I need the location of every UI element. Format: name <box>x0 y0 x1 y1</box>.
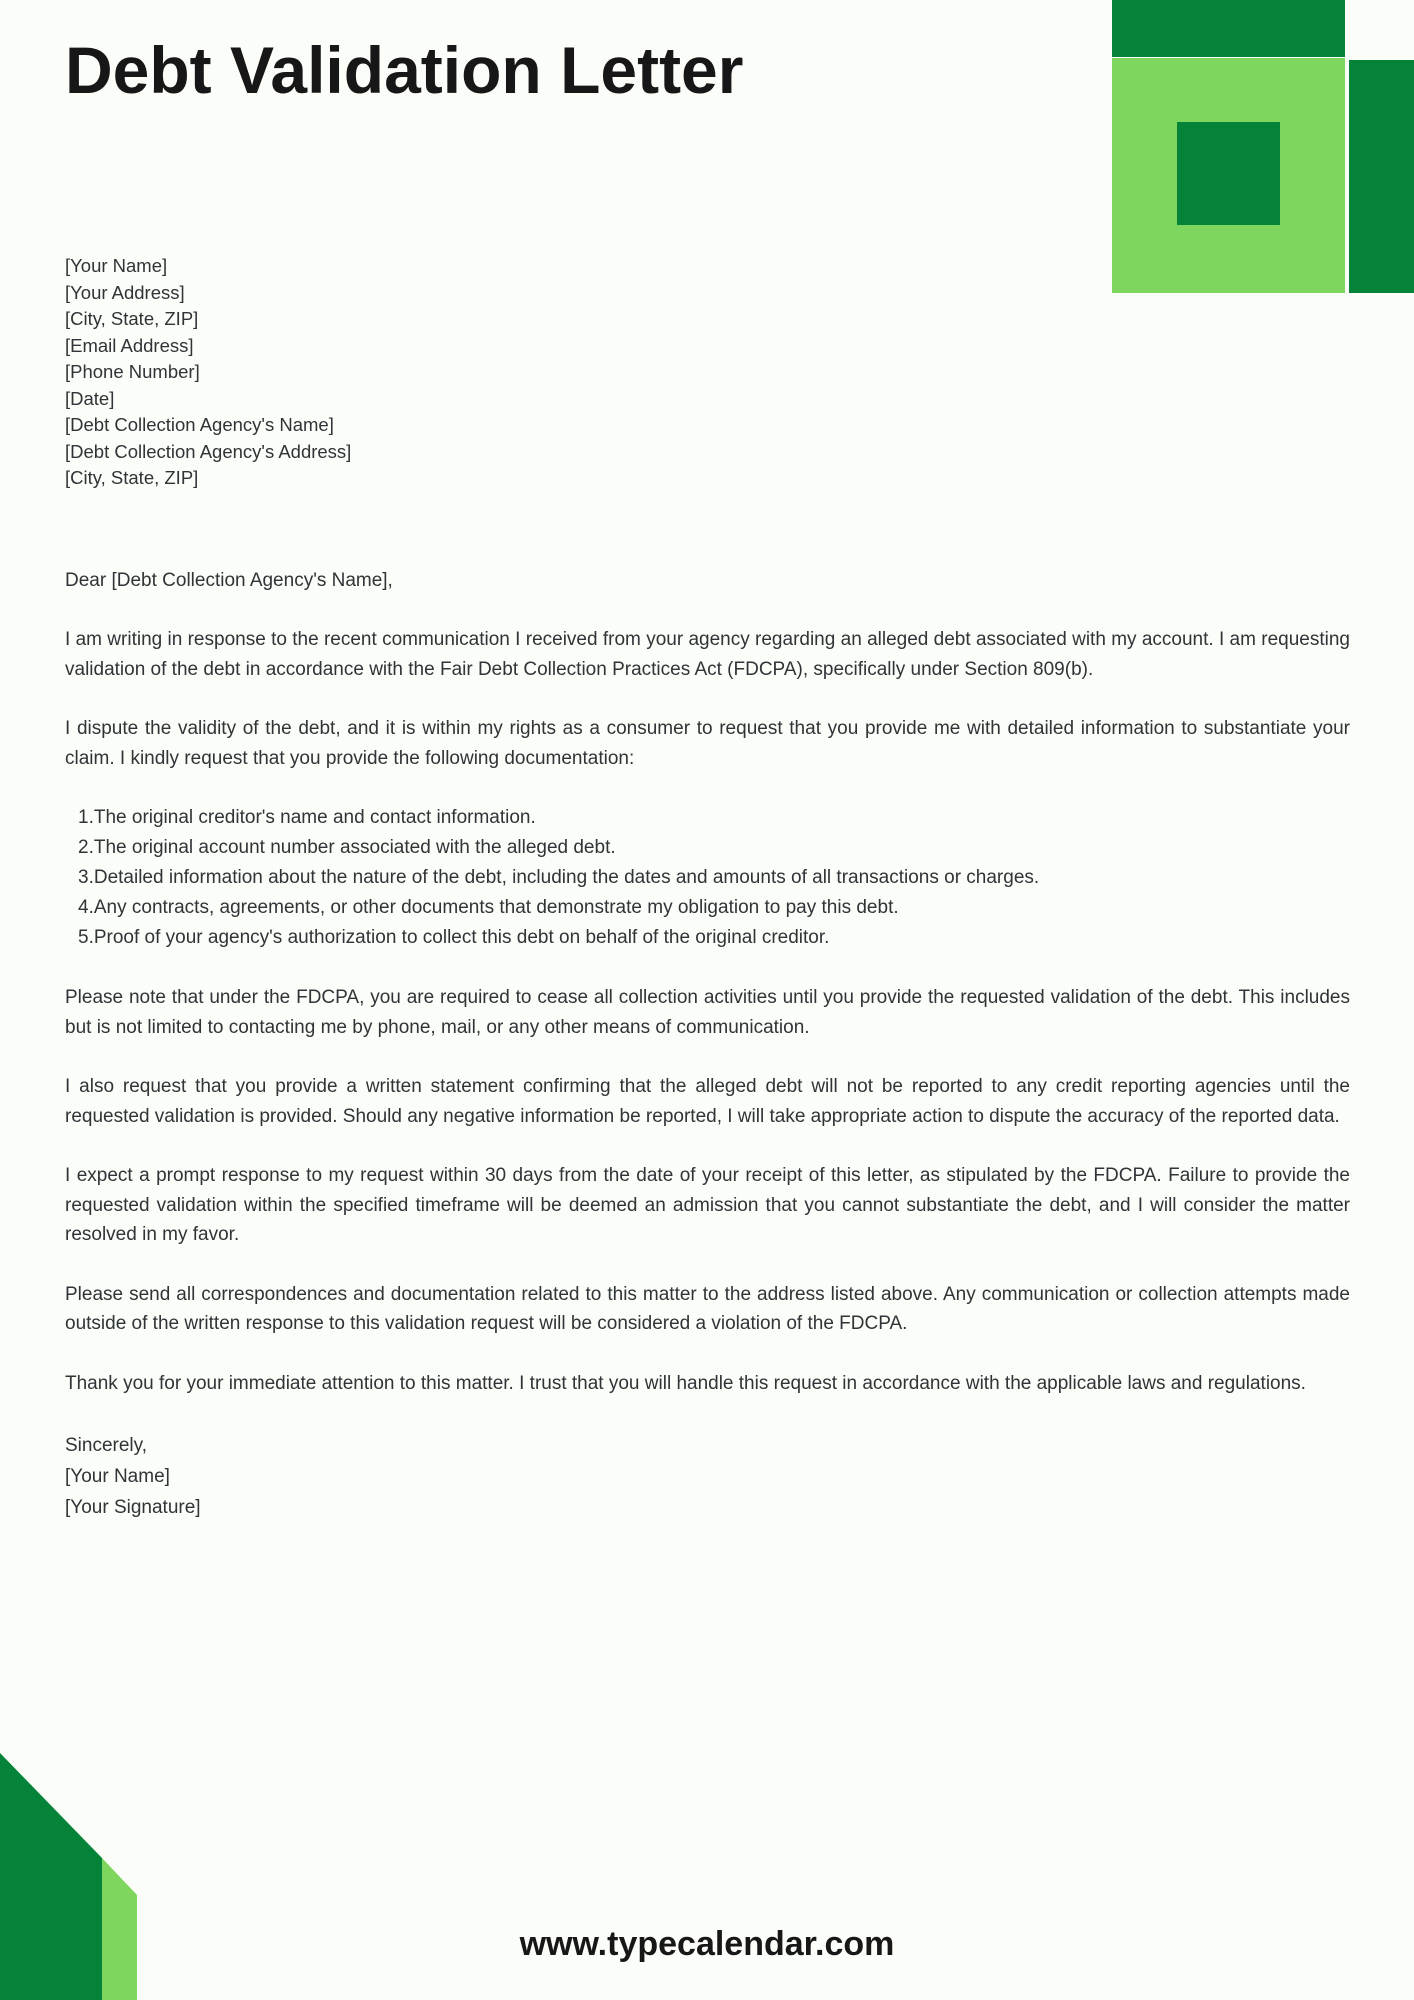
list-item <box>78 923 1350 953</box>
paragraph-correspondence: Please send all correspondences and documentation related to this matter to the address listed above. Any communication or collection attempts made outside of the written response to this validation request will be considered a violation of the FDCPA. <box>65 1283 1350 1335</box>
sender-line: [Debt Collection Agency's Name] <box>65 414 334 436</box>
list-item-text: The original creditor's name and contact information. <box>93 807 536 829</box>
list-item-text: Any contracts, agreements, or other documents that demonstrate my obligation to pay this debt. <box>93 897 899 919</box>
sender-line: [Email Address] <box>65 334 194 356</box>
list-item <box>78 833 1350 863</box>
sender-line: [Your Name] <box>65 255 168 277</box>
salutation: Dear [Debt Collection Agency's Name], <box>65 569 393 591</box>
sender-line: [Date] <box>65 387 115 409</box>
list-item-number: 3. <box>78 867 94 889</box>
paragraph-thank-you: Thank you for your immediate attention to this matter. I trust that you will handle this request in accordance with the applicable laws and regulations. <box>65 1372 1306 1394</box>
top-right-edge-bar <box>1349 60 1414 293</box>
list-item <box>78 893 1350 923</box>
list-item-number: 2. <box>78 837 94 859</box>
sender-line: [City, State, ZIP] <box>65 467 199 489</box>
paragraph-response-deadline: I expect a prompt response to my request within 30 days from the date of your receipt of this letter, as stipulated by the FDCPA. Failure to provide the requested validation within the specified timeframe will be deemed an admission that you cannot substantiate the debt, and I will consider the matter resolved in my favor. <box>65 1165 1350 1246</box>
requested-documents-list <box>65 803 1350 953</box>
paragraph-credit-reporting: I also request that you provide a written statement confirming that the alleged debt will not be reported to any credit reporting agencies until the requested validation is provided. Should any negative information be reported, I will take appropriate action to dispute the accuracy of the reported data. <box>65 1076 1350 1127</box>
closing-block <box>65 1430 1350 1523</box>
paragraph-intro-1: I am writing in response to the recent communication I received from your agency regarding an alleged debt associated with my account. I am requesting validation of the debt in accordance with the Fair Debt Collection Practices Act (FDCPA), specifically under Section 809(b). <box>65 629 1350 680</box>
letter-page <box>65 0 1350 1523</box>
sender-address-block <box>65 253 1350 492</box>
list-item-text: Detailed information about the nature of the debt, including the dates and amounts of all transactions or charges. <box>93 867 1040 889</box>
sender-line: [City, State, ZIP] <box>65 308 199 330</box>
sender-line: [Your Address] <box>65 281 185 303</box>
valediction: Sincerely, <box>65 1435 148 1457</box>
list-item-text: The original account number associated with the alleged debt. <box>93 837 616 859</box>
closing-name: [Your Name] <box>65 1466 170 1488</box>
list-item-number: 5. <box>78 927 94 949</box>
list-item <box>78 863 1350 893</box>
list-item-text: Proof of your agency's authorization to collect this debt on behalf of the original creditor. <box>93 927 830 949</box>
page-title: Debt Validation Letter <box>65 33 744 107</box>
footer-website: www.typecalendar.com <box>519 1925 895 1963</box>
paragraph-cease-collection: Please note that under the FDCPA, you are required to cease all collection activities until you provide the requested validation of the debt. This includes but is not limited to contacting me by phone, mail, or any other means of communication. <box>65 987 1350 1038</box>
paragraph-intro-2: I dispute the validity of the debt, and it is within my rights as a consumer to request that you provide me with detailed information to substantiate your claim. I kindly request that you provide the following documentation: <box>65 718 1350 769</box>
list-item <box>78 803 1350 833</box>
list-item-number: 4. <box>78 897 94 919</box>
closing-signature: [Your Signature] <box>65 1497 201 1519</box>
list-item-number: 1. <box>78 807 94 829</box>
sender-line: [Debt Collection Agency's Address] <box>65 440 352 462</box>
sender-line: [Phone Number] <box>65 361 200 383</box>
